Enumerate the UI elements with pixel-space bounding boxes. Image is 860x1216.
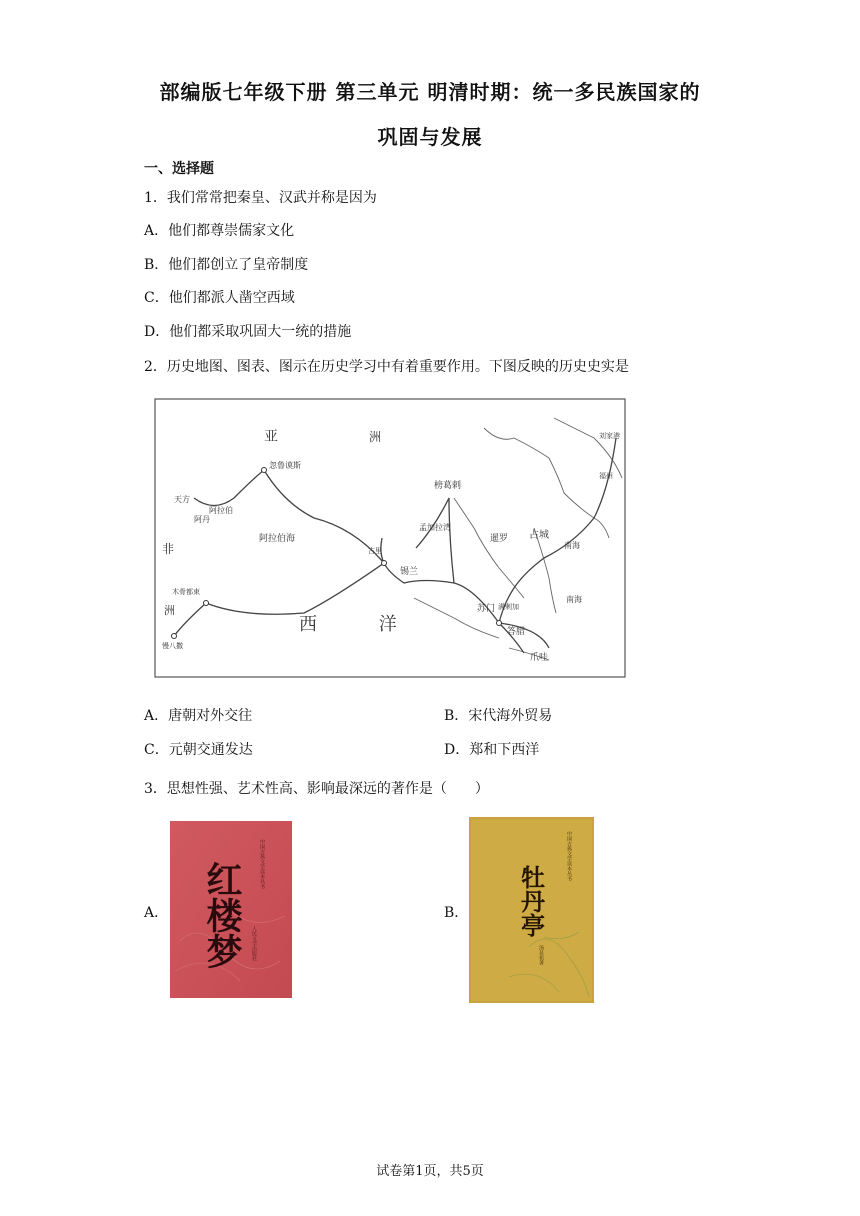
q1-option-c: C．他们都派人凿空西域: [144, 290, 295, 306]
book-b-series: 中国古典文学读本丛书: [566, 831, 572, 881]
q2-option-a: A．唐朝对外交往: [144, 708, 253, 724]
book-a-title: 红楼梦: [201, 861, 243, 969]
map-label-city9: 暹罗: [490, 534, 509, 544]
q2-option-d: D．郑和下西洋: [444, 742, 540, 758]
q3-option-b-label: B．: [444, 905, 469, 921]
map-label-city3: 阿丹: [194, 515, 210, 524]
page-title-line2: 巩固与发展: [377, 125, 483, 149]
map-label-city11: 满剌加: [498, 603, 519, 611]
book-cover-mudanting: [469, 817, 594, 1003]
page-footer: 试卷第1页，共5页: [376, 1164, 484, 1179]
zheng-he-voyage-map: [154, 398, 626, 678]
book-b-title: 牡丹亭: [516, 865, 546, 937]
book-a-publisher: 人民文学出版社: [251, 926, 257, 961]
map-label-city14: 爪哇: [530, 653, 549, 663]
map-label-city12: 苏门: [477, 604, 496, 614]
map-label-sea3: 南海: [564, 541, 580, 550]
q1-option-d: D．他们都采取巩固大一统的措施: [144, 324, 352, 340]
page-title-line1: 部编版七年级下册 第三单元 明清时期：统一多民族国家的: [159, 80, 701, 104]
map-label-city10: 占城: [529, 530, 549, 541]
map-label-sea4: 南海: [566, 595, 582, 604]
map-label-africa2: 洲: [164, 604, 175, 617]
book-cover-hongloumeng: [170, 821, 292, 998]
q3-stem: 3．思想性强、艺术性高、影响最深远的著作是（ ）: [144, 781, 489, 797]
map-label-asia: 亚: [264, 429, 278, 445]
map-label-city4: 木骨都束: [172, 588, 200, 596]
q2-stem: 2．历史地图、图表、图示在历史学习中有着重要作用。下图反映的历史史实是: [144, 359, 629, 375]
map-label-region1: 阿拉伯: [209, 506, 233, 515]
map-label-city16: 刘家港: [599, 432, 620, 440]
map-label-city15: 福州: [599, 472, 613, 480]
map-label-sea: 阿拉伯海: [259, 534, 296, 544]
map-label-city1: 忽鲁谟斯: [269, 461, 301, 470]
q1-option-a: A．他们都尊崇儒家文化: [144, 223, 295, 239]
map-label-city2: 天方: [174, 495, 190, 504]
q1-option-b: B．他们都创立了皇帝制度: [144, 257, 309, 273]
map-label-sea2: 孟加拉湾: [419, 523, 451, 532]
map-label-city13: 答腊: [507, 627, 526, 637]
map-label-asia2: 洲: [369, 430, 382, 444]
book-a-series: 中国古典文学读本丛书: [259, 839, 265, 889]
section-heading: 一、选择题: [144, 161, 214, 177]
map-label-city6: 榜葛剌: [434, 481, 462, 491]
map-label-africa: 非: [162, 542, 175, 556]
q3-option-a-label: A．: [144, 905, 169, 921]
q1-stem: 1．我们常常把秦皇、汉武并称是因为: [144, 190, 377, 206]
book-b-author: 汤显祖著: [538, 945, 544, 965]
map-label-ocean: 西 洋: [299, 614, 425, 635]
map-label-city5: 慢八撒: [162, 642, 183, 650]
q2-option-b: B．宋代海外贸易: [444, 708, 553, 724]
map-label-city8: 锡兰: [400, 567, 419, 577]
q2-option-c: C．元朝交通发达: [144, 742, 253, 758]
map-label-city7: 古里: [368, 547, 382, 555]
